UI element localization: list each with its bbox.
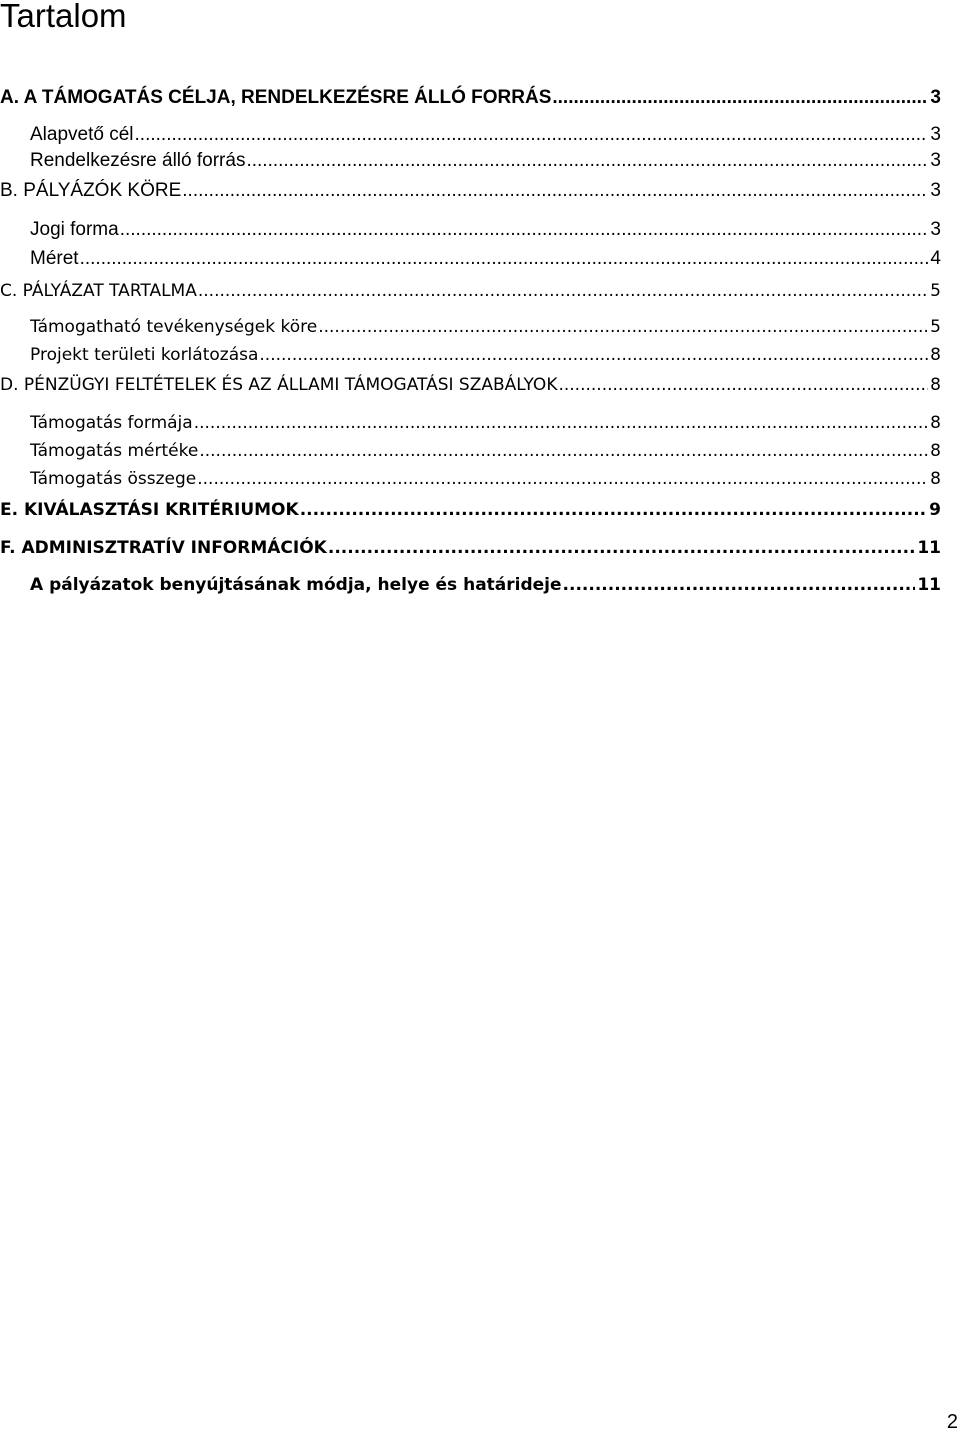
toc-entry-label: C. PÁLYÁZAT TARTALMA [0, 281, 197, 301]
dot-leader [120, 219, 929, 241]
toc-entry-page: 4 [930, 248, 941, 269]
toc-entry-section-d[interactable] [0, 374, 941, 396]
toc-entry-label: Támogatható tevékenységek köre [30, 317, 318, 337]
dot-leader [194, 412, 928, 434]
toc-entry-jogi-forma[interactable] [30, 219, 941, 241]
dot-leader [259, 344, 928, 366]
toc-entry-label: Rendelkezésre álló forrás [30, 150, 246, 171]
toc-entry-section-a[interactable] [0, 87, 941, 109]
toc-entry-label: Támogatás mértéke [30, 441, 199, 461]
toc-entry-tamogathato-tevekenysegek[interactable] [30, 316, 941, 338]
dot-leader [300, 499, 927, 521]
toc-entry-page: 9 [929, 500, 941, 520]
dot-leader [318, 316, 928, 338]
toc-entry-label: Jogi forma [30, 219, 119, 240]
toc-entry-page: 8 [930, 441, 941, 461]
toc-entry-label: Projekt területi korlátozása [30, 345, 259, 365]
toc-entry-page: 3 [930, 180, 941, 201]
toc-entry-meret[interactable] [30, 248, 941, 270]
toc-entry-tamogatas-formaja[interactable] [30, 412, 941, 434]
page-number: 2 [946, 1411, 958, 1433]
toc-entry-label: D. PÉNZÜGYI FELTÉTELEK ÉS AZ ÁLLAMI TÁMOGATÁSI SZABÁLYOK [0, 375, 558, 395]
toc-entry-label: F. ADMINISZTRATÍV INFORMÁCIÓK [0, 538, 327, 558]
toc-entry-label: Támogatás formája [30, 413, 193, 433]
dot-leader [135, 124, 929, 146]
toc-entry-alapveto-cel[interactable] [30, 124, 941, 146]
toc-entry-tamogatas-osszege[interactable] [30, 468, 941, 490]
toc-entry-section-c[interactable] [0, 280, 941, 302]
toc-entry-page: 8 [930, 469, 941, 489]
toc-entry-label: Méret [30, 248, 79, 269]
toc-entry-tamogatas-merteke[interactable] [30, 440, 941, 462]
dot-leader [328, 537, 915, 559]
toc-entry-page: 5 [930, 281, 941, 301]
toc-entry-page: 11 [917, 538, 941, 558]
toc-entry-page: 8 [930, 375, 941, 395]
dot-leader [198, 280, 928, 302]
toc-entry-section-e[interactable] [0, 499, 941, 521]
toc-entry-label: Alapvető cél [30, 124, 134, 145]
toc-entry-page: 3 [930, 219, 941, 240]
toc-entry-page: 8 [930, 345, 941, 365]
toc-entry-page: 8 [930, 413, 941, 433]
page-title: Tartalom [0, 0, 127, 34]
toc-entry-label: A. A TÁMOGATÁS CÉLJA, RENDELKEZÉSRE ÁLLÓ FORRÁS [0, 87, 552, 108]
toc-entry-label: A pályázatok benyújtásának módja, helye és határideje [30, 575, 562, 595]
toc-entry-page: 3 [930, 87, 941, 108]
toc-entry-label: B. PÁLYÁZÓK KÖRE [0, 180, 182, 201]
toc-entry-page: 5 [930, 317, 941, 337]
toc-entry-section-f[interactable] [0, 537, 941, 559]
dot-leader [199, 440, 928, 462]
toc-entry-palyazatok-benyujtasa[interactable] [30, 574, 941, 596]
dot-leader [558, 374, 928, 396]
toc-entry-section-b[interactable] [0, 180, 941, 202]
toc-entry-page: 3 [930, 124, 941, 145]
dot-leader [182, 180, 928, 202]
toc-entry-rendelkezesre-allo-forras[interactable] [30, 150, 941, 172]
dot-leader [80, 248, 929, 270]
dot-leader [197, 468, 928, 490]
dot-leader [552, 87, 928, 109]
toc-entry-projekt-teruleti-korlatozasa[interactable] [30, 344, 941, 366]
toc-entry-label: E. KIVÁLASZTÁSI KRITÉRIUMOK [0, 500, 299, 520]
toc-entry-page: 3 [930, 150, 941, 171]
toc-entry-label: Támogatás összege [30, 469, 197, 489]
dot-leader [563, 574, 916, 596]
toc-entry-page: 11 [917, 575, 941, 595]
dot-leader [246, 150, 928, 172]
